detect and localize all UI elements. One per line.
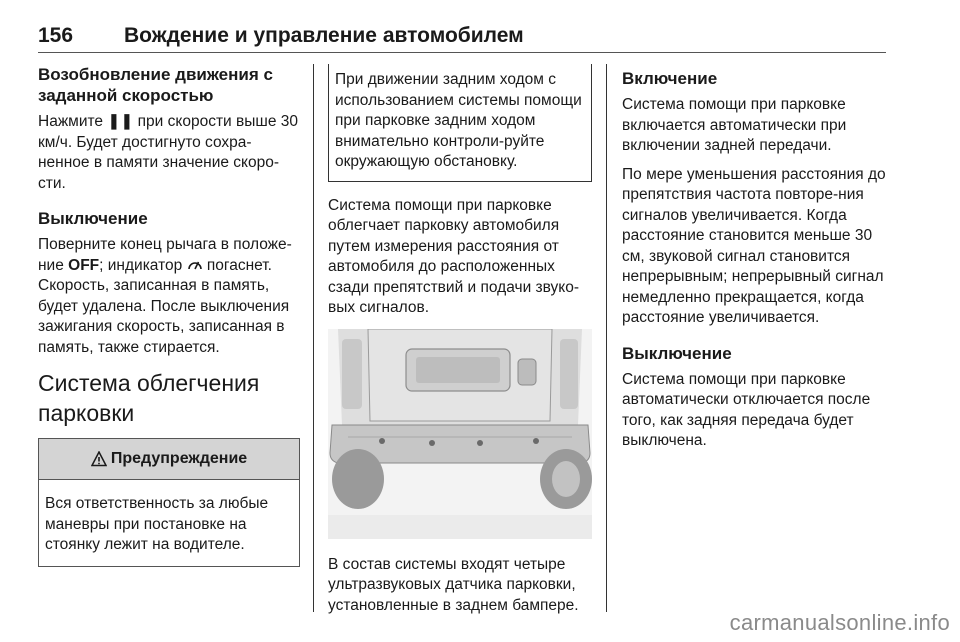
page-header bbox=[38, 14, 886, 54]
column-divider bbox=[313, 64, 314, 612]
left-column bbox=[38, 64, 298, 567]
middle-column bbox=[328, 64, 590, 624]
page-number: 156 bbox=[38, 24, 74, 47]
rear-bumper-illustration bbox=[328, 329, 592, 539]
rear-bumper-image bbox=[328, 329, 592, 539]
off-text: ; индикатор bbox=[99, 256, 187, 274]
resume-heading: Возобновление движения с заданной скоростью bbox=[38, 65, 273, 105]
warning-box bbox=[38, 438, 300, 567]
notice-box: При движении задним ходом с использованием системы помощи при парковке задним ходом внимательно контроли-руйте окружающую обстановку. bbox=[328, 64, 592, 182]
column-divider bbox=[606, 64, 607, 612]
right-column bbox=[622, 64, 886, 460]
off-text: Поверните конец рычага в положе-ние bbox=[38, 236, 292, 274]
off-heading: Выключение bbox=[38, 209, 148, 228]
warning-title: Предупреждение bbox=[110, 450, 248, 467]
resume-text: при скорости выше 30 км/ч. Будет достигнуто сохра-ненное в памяти значение скоро-сти. bbox=[38, 113, 298, 192]
off-paragraph bbox=[38, 235, 298, 358]
intro-paragraph: Система помощи при парковке облегчает парковку автомобиля путем измерения расстояния от автомобиля до расположенных сзади препятствий и подачи звуко-вых сигналов. bbox=[328, 196, 580, 316]
warning-triangle-icon bbox=[91, 451, 107, 467]
cruise-indicator-icon bbox=[187, 257, 203, 271]
warning-header bbox=[39, 439, 299, 480]
warning-text: Вся ответственность за любые маневры при постановке на стоянку лежит на водителе. bbox=[45, 495, 269, 553]
off-text: погаснет. Скорость, записанная в память, будет удалена. После выключения зажигания скорость, записанная в память, также стирается. bbox=[38, 256, 290, 356]
pause-symbol-icon: ❚❚ bbox=[107, 113, 134, 130]
on-heading: Включение bbox=[622, 69, 718, 88]
off-key: OFF bbox=[68, 256, 100, 274]
page-title: Вождение и управление автомобилем bbox=[124, 24, 524, 47]
watermark: carmanualsonline.info bbox=[729, 610, 950, 635]
resume-text: Нажмите bbox=[38, 113, 108, 130]
right-off-heading: Выключение bbox=[622, 343, 732, 363]
resume-paragraph bbox=[38, 112, 298, 194]
on-paragraph-1: Система помощи при парковке включается автоматически при включении задней передачи. bbox=[622, 96, 847, 154]
right-off-paragraph: Система помощи при парковке автоматически отключается после того, как задняя передача будет выключена. bbox=[622, 370, 871, 449]
on-paragraph-2: По мере уменьшения расстояния до препятствия частота повторе-ния сигналов увеличивается. Когда расстояние становится меньше 30 см, звуковой сигнал становится непрерывным; непрерывный сигнал немедленно прекращается, когда расстояние увеличивается. bbox=[622, 165, 886, 326]
header-rule bbox=[38, 52, 886, 53]
section-title: Система облегчения парковки bbox=[38, 370, 260, 426]
caption-paragraph: В состав системы входят четыре ультразвуковых датчика парковки, установленные в заднем бампере. bbox=[328, 555, 579, 614]
